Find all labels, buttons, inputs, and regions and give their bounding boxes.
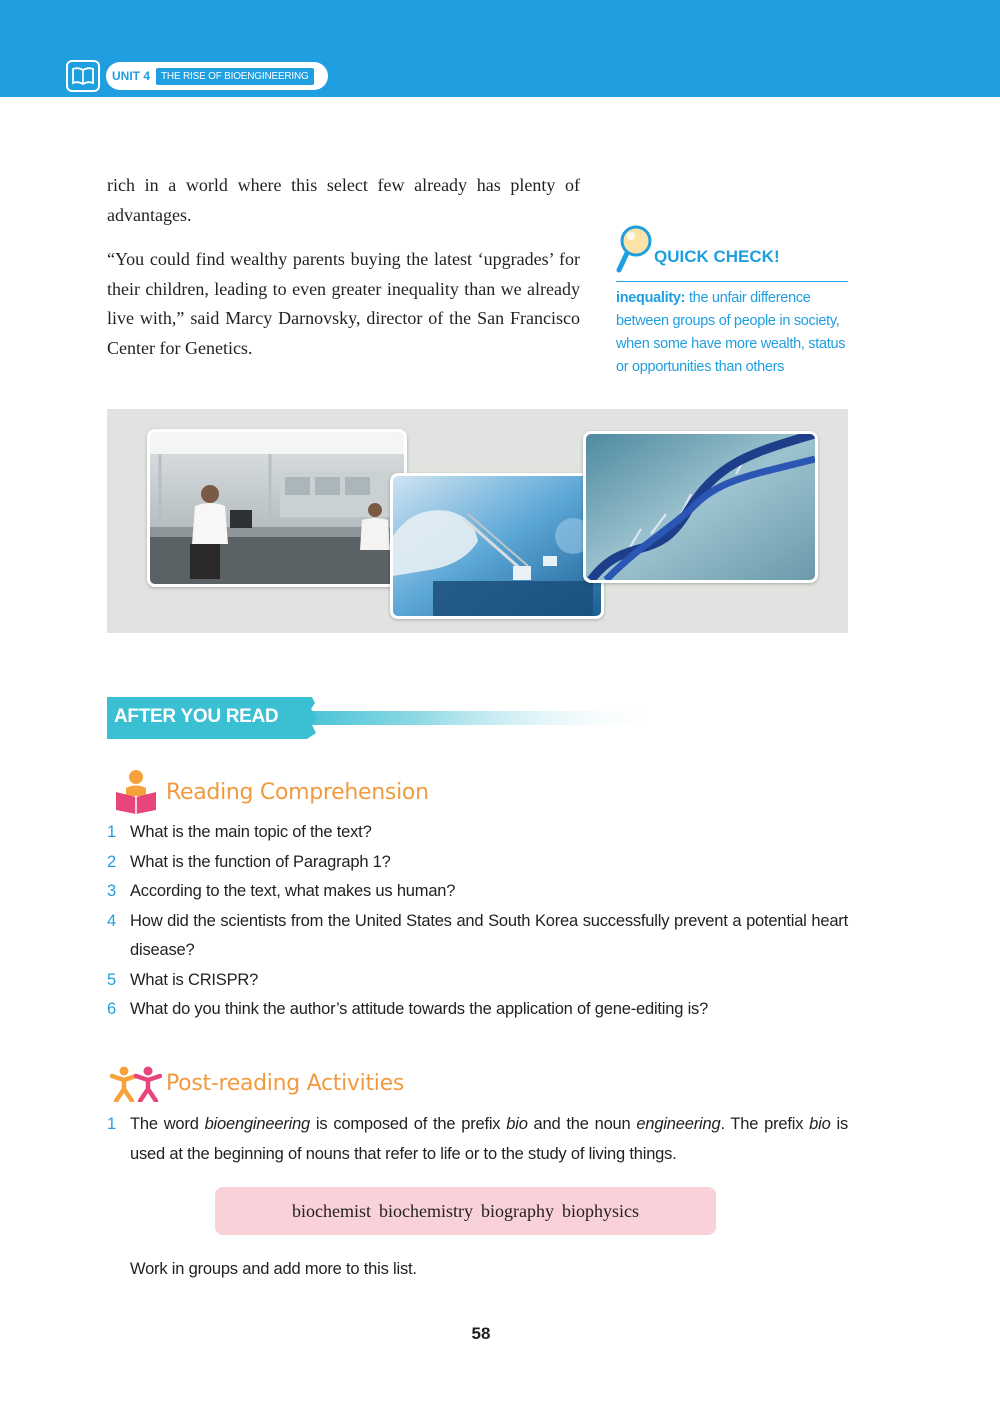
question-number: 2	[107, 852, 116, 871]
activity-text: The word	[130, 1115, 205, 1133]
body-paragraph-1: rich in a world where this select few already has plenty of advantages.	[107, 175, 580, 225]
word-item: biochemistry	[379, 1200, 473, 1221]
activity-item	[107, 1110, 848, 1169]
page-number: 58	[471, 1324, 491, 1343]
comprehension-questions	[107, 818, 848, 1025]
unit-pill	[106, 62, 328, 90]
activity-emphasis: bioengineering	[204, 1115, 311, 1133]
group-instruction: Work in groups and add more to this list.	[130, 1260, 417, 1278]
post-reading-items	[107, 1110, 848, 1169]
activity-emphasis: engineering	[636, 1115, 721, 1133]
prefix-word-box	[215, 1187, 716, 1235]
quick-check-header	[616, 224, 848, 282]
question-number: 5	[107, 970, 116, 989]
after-you-read-banner	[107, 697, 667, 739]
gloved-hand-tweezers-photo	[390, 473, 604, 619]
question-number: 1	[107, 823, 116, 841]
dna-helix-photo	[583, 431, 818, 583]
activity-text: is used at the beginning of nouns that refer to life or to the study of living things.	[130, 1115, 848, 1163]
laboratory-photo	[147, 429, 407, 587]
photo-banner	[107, 409, 848, 633]
word-item: biography	[480, 1200, 554, 1221]
post-reading-title: Post-reading Activities	[166, 1071, 404, 1096]
question-text: What is the function of Paragraph 1?	[130, 852, 391, 871]
question-item	[107, 848, 848, 878]
unit-label: UNIT 4	[112, 69, 151, 83]
question-item	[107, 995, 848, 1025]
activity-text: and the noun	[527, 1115, 637, 1133]
question-text: According to the text, what makes us human?	[130, 882, 456, 900]
question-item	[107, 877, 848, 907]
activity-text: . The prefix	[720, 1115, 810, 1133]
question-text: What do you think the author’s attitude towards the application of gene-editing is?	[130, 1000, 709, 1018]
question-number: 3	[107, 882, 116, 900]
question-item	[107, 907, 848, 966]
activity-emphasis: bio	[809, 1115, 831, 1133]
unit-tag	[66, 60, 328, 92]
quick-check-definition-text: the unfair difference between groups of people in society, when some have more wealth, status or opportunities than others	[616, 290, 846, 375]
magnifier-icon	[616, 224, 656, 276]
question-number: 6	[107, 1000, 116, 1018]
two-people-icon	[110, 1066, 162, 1102]
body-paragraph-2: “You could find wealthy parents buying the latest ‘upgrades’ for their children, leading to even greater inequality than we already live with,” said Marcy Darnovsky, director of the San Francisco Center for Genetics.	[107, 249, 580, 358]
question-text: What is CRISPR?	[130, 970, 259, 989]
after-you-read-label: AFTER YOU READ	[114, 706, 279, 727]
open-book-icon	[66, 60, 100, 92]
activity-text: is composed of the prefix	[310, 1115, 507, 1133]
question-item	[107, 966, 848, 996]
question-text: What is the main topic of the text?	[130, 823, 372, 841]
quick-check-title: QUICK CHECK!	[654, 247, 780, 266]
word-item: biophysics	[561, 1200, 639, 1221]
quick-check-box	[616, 224, 848, 379]
activity-emphasis: bio	[506, 1115, 528, 1133]
reader-icon	[114, 768, 158, 814]
quick-check-term: inequality:	[616, 290, 686, 306]
word-item: biochemist	[292, 1200, 371, 1221]
question-text: How did the scientists from the United States and South Korea successfully prevent a potential heart disease?	[130, 911, 848, 959]
reading-comprehension-title: Reading Comprehension	[166, 780, 429, 805]
activity-number: 1	[107, 1115, 116, 1133]
quick-check-definition	[616, 287, 848, 379]
unit-name: THE RISE OF BIOENGINEERING	[156, 68, 314, 85]
question-item	[107, 818, 848, 848]
question-number: 4	[107, 911, 116, 930]
